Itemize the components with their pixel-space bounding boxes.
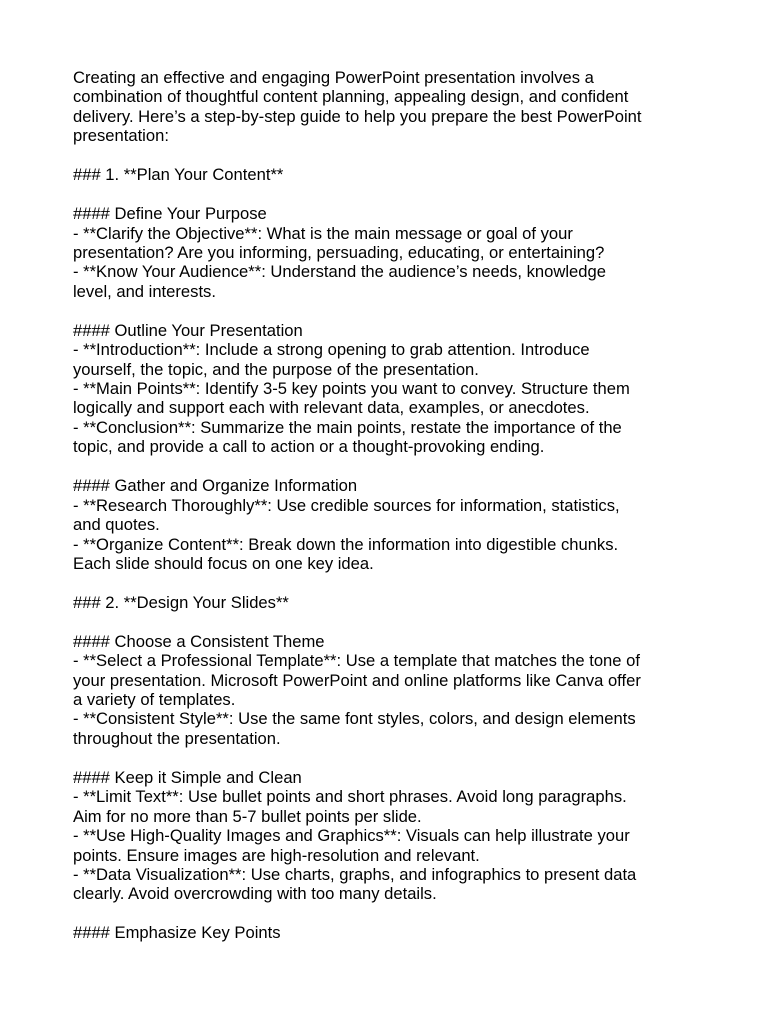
section-heading: ### 1. **Plan Your Content** (73, 165, 284, 185)
text-line: points. Ensure images are high-resolution and relevant. (73, 845, 480, 865)
text-line: - **Organize Content**: Break down the information into digestible chunks. (73, 534, 619, 554)
blank-line (73, 185, 713, 204)
text-line: - **Conclusion**: Summarize the main points, restate the importance of the (73, 417, 622, 437)
text-line: - **Select a Professional Template**: Use a template that matches the tone of (73, 651, 640, 671)
subsection-heading: #### Define Your Purpose (73, 204, 267, 224)
text-line: - **Consistent Style**: Use the same font styles, colors, and design elements (73, 709, 636, 729)
blank-line (73, 457, 713, 476)
text-line: presentation: (73, 126, 169, 146)
text-line: yourself, the topic, and the purpose of the presentation. (73, 359, 479, 379)
text-line: - **Know Your Audience**: Understand the audience’s needs, knowledge (73, 262, 606, 282)
text-line: - **Use High-Quality Images and Graphics**: Visuals can help illustrate your (73, 826, 630, 846)
blank-line (73, 612, 713, 631)
document-body (73, 68, 713, 943)
blank-line (73, 748, 713, 767)
text-line: Aim for no more than 5-7 bullet points per slide. (73, 806, 422, 826)
blank-line (73, 301, 713, 320)
text-line: combination of thoughtful content planning, appealing design, and confident (73, 87, 629, 107)
subsection-heading: #### Emphasize Key Points (73, 923, 281, 943)
text-line: level, and interests. (73, 281, 216, 301)
text-line: logically and support each with relevant data, examples, or anecdotes. (73, 398, 590, 418)
blank-line (73, 146, 713, 165)
blank-line (73, 904, 713, 923)
text-line: - **Main Points**: Identify 3-5 key points you want to convey. Structure them (73, 379, 630, 398)
text-line: your presentation. Microsoft PowerPoint and online platforms like Canva offer (73, 670, 641, 690)
subsection-heading: #### Gather and Organize Information (73, 476, 358, 496)
text-line: - **Data Visualization**: Use charts, graphs, and infographics to present data (73, 864, 637, 884)
subsection-heading: #### Keep it Simple and Clean (73, 767, 302, 787)
text-line: delivery. Here’s a step-by-step guide to help you prepare the best PowerPoint (73, 106, 642, 126)
text-line: clearly. Avoid overcrowding with too many details. (73, 884, 437, 904)
text-line: - **Clarify the Objective**: What is the main message or goal of your (73, 223, 573, 243)
text-line: a variety of templates. (73, 690, 236, 709)
section-heading: ### 2. **Design Your Slides** (73, 592, 289, 612)
text-line: - **Research Thoroughly**: Use credible sources for information, statistics, (73, 495, 620, 515)
text-line: Creating an effective and engaging PowerPoint presentation involves a (73, 68, 594, 87)
text-line: throughout the presentation. (73, 728, 281, 748)
text-line: - **Limit Text**: Use bullet points and short phrases. Avoid long paragraphs. (73, 787, 627, 807)
text-line: presentation? Are you informing, persuading, educating, or entertaining? (73, 242, 605, 262)
blank-line (73, 573, 713, 592)
subsection-heading: #### Outline Your Presentation (73, 320, 303, 340)
text-line: Each slide should focus on one key idea. (73, 553, 374, 573)
subsection-heading: #### Choose a Consistent Theme (73, 631, 325, 651)
text-line: and quotes. (73, 515, 160, 535)
text-line: - **Introduction**: Include a strong opening to grab attention. Introduce (73, 340, 590, 360)
text-line: topic, and provide a call to action or a thought-provoking ending. (73, 437, 545, 457)
